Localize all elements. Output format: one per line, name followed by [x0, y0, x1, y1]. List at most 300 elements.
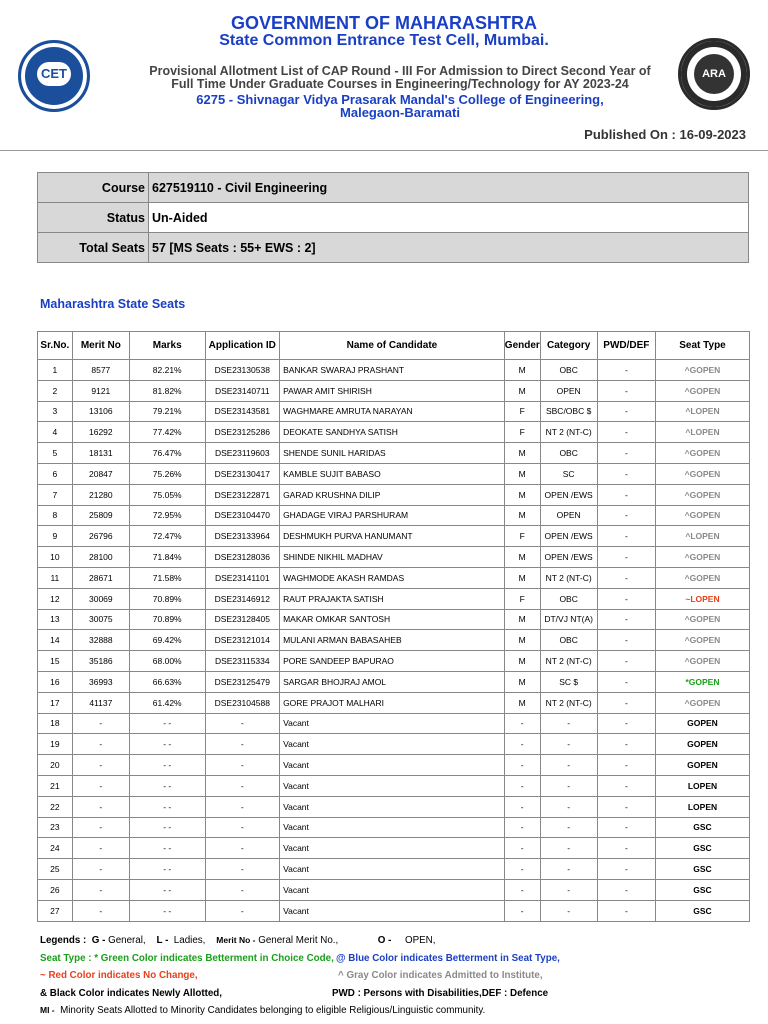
cell-merit-no: 20847 [72, 463, 129, 484]
col-header-sr-no: Sr.No. [38, 332, 73, 360]
cell-merit-no: - [72, 775, 129, 796]
cell-gender: - [504, 838, 540, 859]
cell-category: SC $ [540, 671, 597, 692]
cell-candidate-name: GARAD KRUSHNA DILIP [280, 484, 505, 505]
cell-gender: M [504, 360, 540, 381]
cell-marks: 76.47% [129, 443, 205, 464]
cell-merit-no: 28100 [72, 547, 129, 568]
cell-gender: M [504, 692, 540, 713]
cell-category: OBC [540, 588, 597, 609]
cell-marks: - - [129, 817, 205, 838]
cell-application-id: DSE23119603 [205, 443, 280, 464]
table-row [38, 463, 750, 484]
cell-sr-no: 6 [38, 463, 73, 484]
cell-application-id: DSE23146912 [205, 588, 280, 609]
legend-red: ~ Red Color indicates No Change, [40, 970, 198, 981]
cell-pwd-def: - [597, 692, 655, 713]
cet-logo-text: CET [37, 62, 71, 86]
table-row [38, 567, 750, 588]
cell-pwd-def: - [597, 380, 655, 401]
cell-gender: - [504, 900, 540, 921]
cell-application-id: DSE23140711 [205, 380, 280, 401]
table-row [38, 651, 750, 672]
cell-candidate-name: GHADAGE VIRAJ PARSHURAM [280, 505, 505, 526]
cell-merit-no: - [72, 734, 129, 755]
table-row [38, 630, 750, 651]
cell-application-id: DSE23130538 [205, 360, 280, 381]
cell-merit-no: 13106 [72, 401, 129, 422]
cell-gender: F [504, 401, 540, 422]
cell-marks: 75.05% [129, 484, 205, 505]
cell-seat-type: ~LOPEN [655, 588, 749, 609]
cell-marks: 68.00% [129, 651, 205, 672]
cell-merit-no: 28671 [72, 567, 129, 588]
cell-candidate-name: GORE PRAJOT MALHARI [280, 692, 505, 713]
cell-candidate-name: KAMBLE SUJIT BABASO [280, 463, 505, 484]
table-row [38, 443, 750, 464]
cell-gender: M [504, 630, 540, 651]
cell-seat-type: ^GOPEN [655, 630, 749, 651]
cell-sr-no: 11 [38, 567, 73, 588]
table-row [38, 547, 750, 568]
cell-gender: - [504, 713, 540, 734]
cell-marks: - - [129, 900, 205, 921]
cell-marks: 79.21% [129, 401, 205, 422]
allotment-table [37, 331, 750, 922]
cell-category: - [540, 775, 597, 796]
cell-seat-type: GOPEN [655, 755, 749, 776]
table-row [38, 859, 750, 880]
cell-application-id: DSE23121014 [205, 630, 280, 651]
col-header-category: Category [540, 332, 597, 360]
cell-gender: - [504, 859, 540, 880]
table-row [38, 879, 750, 900]
cell-marks: - - [129, 879, 205, 900]
legend-blue: @ Blue Color indicates Betterment in Seat Type, [336, 953, 560, 964]
cell-seat-type: ^GOPEN [655, 609, 749, 630]
cell-merit-no: - [72, 713, 129, 734]
cell-application-id: DSE23125286 [205, 422, 280, 443]
cell-category: DT/VJ NT(A) [540, 609, 597, 630]
cell-pwd-def: - [597, 443, 655, 464]
cell-candidate-name: Vacant [280, 734, 505, 755]
cell-sr-no: 21 [38, 775, 73, 796]
cell-application-id: - [205, 755, 280, 776]
cell-application-id: - [205, 734, 280, 755]
table-header-row [38, 332, 750, 360]
table-row [38, 671, 750, 692]
cell-marks: - - [129, 796, 205, 817]
cell-merit-no: 21280 [72, 484, 129, 505]
total-seats-row [38, 233, 749, 263]
cell-merit-no: - [72, 817, 129, 838]
cell-pwd-def: - [597, 630, 655, 651]
cell-category: OPEN /EWS [540, 526, 597, 547]
cell-candidate-name: MULANI ARMAN BABASAHEB [280, 630, 505, 651]
table-row [38, 692, 750, 713]
cell-candidate-name: MAKAR OMKAR SANTOSH [280, 609, 505, 630]
cell-category: - [540, 859, 597, 880]
cell-seat-type: GSC [655, 900, 749, 921]
cell-application-id: - [205, 796, 280, 817]
cell-merit-no: 9121 [72, 380, 129, 401]
cell-merit-no: 18131 [72, 443, 129, 464]
cell-seat-type: GOPEN [655, 713, 749, 734]
cell-marks: - - [129, 838, 205, 859]
legend-line-3 [40, 970, 198, 981]
cell-candidate-name: Vacant [280, 713, 505, 734]
cell-seat-type: ^LOPEN [655, 422, 749, 443]
table-row [38, 526, 750, 547]
cell-application-id: - [205, 713, 280, 734]
cell-pwd-def: - [597, 713, 655, 734]
course-row [38, 173, 749, 203]
legend-line-1: Legends : G - General, L - Ladies, Merit No - General Merit No., O - OPEN, [40, 935, 436, 946]
cell-merit-no: 36993 [72, 671, 129, 692]
table-row [38, 755, 750, 776]
cell-candidate-name: Vacant [280, 900, 505, 921]
cell-gender: M [504, 463, 540, 484]
legend-green: Seat Type : * Green Color indicates Betterment in Choice Code, [40, 953, 334, 964]
table-body [38, 360, 750, 922]
cell-pwd-def: - [597, 775, 655, 796]
table-row [38, 422, 750, 443]
cell-pwd-def: - [597, 567, 655, 588]
cell-category: SC [540, 463, 597, 484]
cell-merit-no: 30075 [72, 609, 129, 630]
cell-gender: - [504, 879, 540, 900]
cell-pwd-def: - [597, 817, 655, 838]
college-name: 6275 - Shivnagar Vidya Prasarak Mandal's College of Engineering, Malegaon-Baramati [196, 92, 604, 120]
cell-sr-no: 19 [38, 734, 73, 755]
table-row [38, 796, 750, 817]
cell-seat-type: ^GOPEN [655, 567, 749, 588]
cell-candidate-name: SARGAR BHOJRAJ AMOL [280, 671, 505, 692]
cell-marks: 72.95% [129, 505, 205, 526]
col-header-pwd-def: PWD/DEF [597, 332, 655, 360]
cell-category: - [540, 879, 597, 900]
cell-application-id: DSE23128405 [205, 609, 280, 630]
cell-category: SBC/OBC $ [540, 401, 597, 422]
cell-seat-type: ^GOPEN [655, 360, 749, 381]
cell-marks: 66.63% [129, 671, 205, 692]
cell-application-id: - [205, 817, 280, 838]
cell-seat-type: GSC [655, 879, 749, 900]
cell-sr-no: 25 [38, 859, 73, 880]
status-label: Status [38, 203, 149, 233]
cell-application-id: - [205, 838, 280, 859]
cell-sr-no: 10 [38, 547, 73, 568]
cell-application-id: DSE23128036 [205, 547, 280, 568]
published-date: Published On : 16-09-2023 [584, 127, 746, 142]
total-seats-value: 57 [MS Seats : 55+ EWS : 2] [149, 233, 749, 263]
cell-sr-no: 1 [38, 360, 73, 381]
cell-category: NT 2 (NT-C) [540, 651, 597, 672]
cell-candidate-name: BANKAR SWARAJ PRASHANT [280, 360, 505, 381]
cell-gender: F [504, 422, 540, 443]
cell-sr-no: 12 [38, 588, 73, 609]
cell-sr-no: 8 [38, 505, 73, 526]
cell-category: - [540, 755, 597, 776]
cell-category: OPEN /EWS [540, 547, 597, 568]
cell-gender: F [504, 588, 540, 609]
legend-line-3b [338, 970, 543, 981]
cell-sr-no: 17 [38, 692, 73, 713]
cell-candidate-name: WAGHMARE AMRUTA NARAYAN [280, 401, 505, 422]
cell-application-id: DSE23115334 [205, 651, 280, 672]
cell-marks: - - [129, 734, 205, 755]
cell-application-id: DSE23130417 [205, 463, 280, 484]
cell-application-id: - [205, 900, 280, 921]
cell-merit-no: - [72, 838, 129, 859]
cell-pwd-def: - [597, 505, 655, 526]
col-header-gender: Gender [504, 332, 540, 360]
cell-sr-no: 2 [38, 380, 73, 401]
cell-application-id: DSE23141101 [205, 567, 280, 588]
cell-marks: 82.21% [129, 360, 205, 381]
cell-application-id: DSE23125479 [205, 671, 280, 692]
cell-gender: - [504, 817, 540, 838]
table-row [38, 401, 750, 422]
cell-gender: - [504, 775, 540, 796]
cell-sr-no: 15 [38, 651, 73, 672]
cell-application-id: DSE23122871 [205, 484, 280, 505]
cell-category: OBC [540, 630, 597, 651]
cell-candidate-name: PORE SANDEEP BAPURAO [280, 651, 505, 672]
cell-seat-type: ^GOPEN [655, 443, 749, 464]
cell-category: NT 2 (NT-C) [540, 692, 597, 713]
cell-pwd-def: - [597, 900, 655, 921]
cell-merit-no: 16292 [72, 422, 129, 443]
table-row [38, 734, 750, 755]
cell-pwd-def: - [597, 838, 655, 859]
cell-seat-type: ^GOPEN [655, 484, 749, 505]
cell-gender: M [504, 547, 540, 568]
cell-sr-no: 26 [38, 879, 73, 900]
legend-line-4b [332, 988, 548, 999]
cell-sr-no: 9 [38, 526, 73, 547]
header-divider [0, 150, 768, 151]
cell-marks: 71.58% [129, 567, 205, 588]
cell-candidate-name: Vacant [280, 859, 505, 880]
cell-category: OBC [540, 443, 597, 464]
cell-category: - [540, 734, 597, 755]
cell-gender: M [504, 651, 540, 672]
table-row [38, 609, 750, 630]
cell-marks: - - [129, 713, 205, 734]
course-info-table [37, 172, 749, 263]
cell-sr-no: 18 [38, 713, 73, 734]
cet-cell-title: State Common Entrance Test Cell, Mumbai. [219, 32, 549, 49]
cell-marks: 61.42% [129, 692, 205, 713]
cell-sr-no: 22 [38, 796, 73, 817]
cell-gender: - [504, 796, 540, 817]
government-title: GOVERNMENT OF MAHARASHTRA [231, 13, 537, 33]
cell-pwd-def: - [597, 651, 655, 672]
table-row [38, 713, 750, 734]
cell-marks: 72.47% [129, 526, 205, 547]
cell-sr-no: 24 [38, 838, 73, 859]
cell-sr-no: 7 [38, 484, 73, 505]
cell-sr-no: 23 [38, 817, 73, 838]
table-row [38, 484, 750, 505]
col-header-marks: Marks [129, 332, 205, 360]
col-header-name: Name of Candidate [280, 332, 505, 360]
cell-marks: 69.42% [129, 630, 205, 651]
ara-logo-text: ARA [694, 54, 734, 94]
cell-gender: F [504, 526, 540, 547]
cell-merit-no: 41137 [72, 692, 129, 713]
cell-merit-no: 26796 [72, 526, 129, 547]
table-row [38, 588, 750, 609]
table-row [38, 360, 750, 381]
cell-seat-type: ^GOPEN [655, 547, 749, 568]
cell-gender: - [504, 755, 540, 776]
cell-seat-type: ^GOPEN [655, 651, 749, 672]
cell-category: OPEN [540, 505, 597, 526]
cell-category: OPEN [540, 380, 597, 401]
admissions-regulating-authority-logo [678, 38, 750, 110]
cell-seat-type: LOPEN [655, 775, 749, 796]
cell-candidate-name: Vacant [280, 838, 505, 859]
cell-application-id: DSE23104588 [205, 692, 280, 713]
cell-category: - [540, 817, 597, 838]
cell-gender: M [504, 484, 540, 505]
cell-category: NT 2 (NT-C) [540, 422, 597, 443]
legend-line-4 [40, 988, 222, 999]
cell-merit-no: - [72, 900, 129, 921]
cell-merit-no: - [72, 859, 129, 880]
cell-sr-no: 14 [38, 630, 73, 651]
cet-cell-logo [18, 40, 90, 112]
cell-candidate-name: RAUT PRAJAKTA SATISH [280, 588, 505, 609]
cell-candidate-name: DESHMUKH PURVA HANUMANT [280, 526, 505, 547]
cell-gender: M [504, 671, 540, 692]
status-row [38, 203, 749, 233]
cell-category: NT 2 (NT-C) [540, 567, 597, 588]
cell-marks: 77.42% [129, 422, 205, 443]
table-row [38, 505, 750, 526]
table-row [38, 900, 750, 921]
legend-gray: ^ Gray Color indicates Admitted to Institute, [338, 970, 543, 981]
cell-gender: M [504, 505, 540, 526]
cell-merit-no: - [72, 755, 129, 776]
cell-pwd-def: - [597, 879, 655, 900]
cell-application-id: DSE23104470 [205, 505, 280, 526]
legend-black: & Black Color indicates Newly Allotted, [40, 988, 223, 999]
cell-marks: - - [129, 859, 205, 880]
cell-seat-type: ^GOPEN [655, 505, 749, 526]
section-title: Maharashtra State Seats [40, 297, 186, 311]
cell-gender: - [504, 734, 540, 755]
table-row [38, 817, 750, 838]
cell-pwd-def: - [597, 671, 655, 692]
cell-seat-type: GSC [655, 817, 749, 838]
cell-gender: M [504, 609, 540, 630]
table-row [38, 838, 750, 859]
cell-pwd-def: - [597, 526, 655, 547]
cell-candidate-name: DEOKATE SANDHYA SATISH [280, 422, 505, 443]
cell-merit-no: - [72, 879, 129, 900]
cell-pwd-def: - [597, 796, 655, 817]
cell-category: - [540, 900, 597, 921]
cell-seat-type: GSC [655, 838, 749, 859]
cell-sr-no: 27 [38, 900, 73, 921]
cell-sr-no: 13 [38, 609, 73, 630]
cell-gender: M [504, 380, 540, 401]
cell-application-id: - [205, 879, 280, 900]
cell-seat-type: *GOPEN [655, 671, 749, 692]
cell-category: OBC [540, 360, 597, 381]
cell-application-id: DSE23133964 [205, 526, 280, 547]
cell-candidate-name: PAWAR AMIT SHIRISH [280, 380, 505, 401]
cell-merit-no: 8577 [72, 360, 129, 381]
cell-sr-no: 20 [38, 755, 73, 776]
cell-merit-no: 32888 [72, 630, 129, 651]
cell-seat-type: ^LOPEN [655, 401, 749, 422]
cell-application-id: DSE23143581 [205, 401, 280, 422]
cell-pwd-def: - [597, 422, 655, 443]
cell-pwd-def: - [597, 755, 655, 776]
cell-pwd-def: - [597, 734, 655, 755]
cell-pwd-def: - [597, 401, 655, 422]
cell-pwd-def: - [597, 588, 655, 609]
cell-seat-type: ^GOPEN [655, 380, 749, 401]
cell-marks: 81.82% [129, 380, 205, 401]
cell-pwd-def: - [597, 609, 655, 630]
cell-application-id: - [205, 775, 280, 796]
status-value: Un-Aided [149, 203, 749, 233]
cell-candidate-name: SHENDE SUNIL HARIDAS [280, 443, 505, 464]
table-row [38, 380, 750, 401]
cell-marks: 70.89% [129, 609, 205, 630]
course-label: Course [38, 173, 149, 203]
cell-marks: 70.89% [129, 588, 205, 609]
cell-merit-no: 25809 [72, 505, 129, 526]
cell-candidate-name: Vacant [280, 775, 505, 796]
cell-category: OPEN /EWS [540, 484, 597, 505]
table-row [38, 775, 750, 796]
legend-pwd: PWD : Persons with Disabilities,DEF : Defence [332, 988, 549, 999]
cell-pwd-def: - [597, 547, 655, 568]
cell-candidate-name: Vacant [280, 755, 505, 776]
cell-pwd-def: - [597, 859, 655, 880]
cell-pwd-def: - [597, 484, 655, 505]
cell-pwd-def: - [597, 463, 655, 484]
col-header-seat-type: Seat Type [655, 332, 749, 360]
cell-candidate-name: Vacant [280, 817, 505, 838]
cell-candidate-name: WAGHMODE AKASH RAMDAS [280, 567, 505, 588]
cell-gender: M [504, 443, 540, 464]
cell-sr-no: 3 [38, 401, 73, 422]
cell-sr-no: 4 [38, 422, 73, 443]
cell-application-id: - [205, 859, 280, 880]
cell-merit-no: - [72, 796, 129, 817]
allotment-list-subtitle: Provisional Allotment List of CAP Round - III For Admission to Direct Second Year of Full Time Under Graduate Courses in Engineering/Technology for AY 2023-24 [149, 64, 651, 91]
cell-seat-type: LOPEN [655, 796, 749, 817]
col-header-application-id: Application ID [205, 332, 280, 360]
cell-seat-type: ^LOPEN [655, 526, 749, 547]
cell-candidate-name: SHINDE NIKHIL MADHAV [280, 547, 505, 568]
total-seats-label: Total Seats [38, 233, 149, 263]
cell-seat-type: GSC [655, 859, 749, 880]
legend-line-5: MI - Minority Seats Allotted to Minority Candidates belonging to eligible Religious/Linguistic community. [40, 1005, 486, 1016]
cell-merit-no: 35186 [72, 651, 129, 672]
cell-marks: - - [129, 755, 205, 776]
cell-category: - [540, 796, 597, 817]
cell-marks: 75.26% [129, 463, 205, 484]
cell-gender: M [504, 567, 540, 588]
